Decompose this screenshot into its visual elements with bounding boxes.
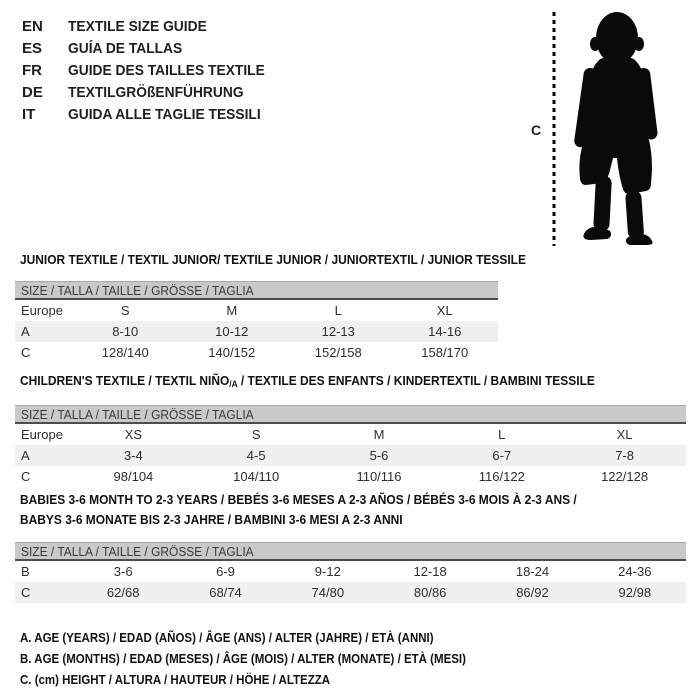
age-cell: 18-24 [515, 564, 550, 579]
size-cell: XL [436, 303, 453, 318]
row-label: Europe [21, 427, 63, 442]
row-label: B [21, 564, 30, 579]
table-title: BABIES 3-6 MONTH TO 2-3 YEARS / BEBÉS 3-6 MESES A 2-3 AÑOS / BÉBÉS 3-6 MOIS À 2-3 ANS / BABYS 3-6 MONATE BIS 2-3 JAHRE / BAMBINI 3-6 MESI A 2-3 ANNI [20, 492, 577, 527]
size-header-bar: SIZE / TALLA / TAILLE / GRÖSSE / TAGLIA [15, 405, 686, 424]
size-cell: XS [124, 427, 143, 442]
figure-height-reference [500, 0, 700, 250]
size-cell: XL [616, 427, 633, 442]
junior-textile-table [15, 252, 526, 363]
age-cell: 9-12 [314, 564, 341, 579]
height-cell: 152/158 [314, 345, 362, 360]
table-row-height [15, 582, 686, 603]
lang-label: GUIDA ALLE TAGLIE TESSILI [68, 105, 261, 123]
height-cell: 158/170 [421, 345, 469, 360]
age-cell: 6-7 [492, 448, 512, 463]
lang-label: TEXTILGRÖßENFÜHRUNG [68, 83, 244, 101]
height-cell: 122/128 [601, 469, 649, 484]
height-cell: 116/122 [478, 469, 525, 484]
lang-code: FR [22, 61, 42, 79]
height-cell: 140/152 [208, 345, 256, 360]
footnotes-legend [20, 627, 505, 690]
size-cell: S [251, 427, 261, 442]
height-cell: 62/68 [106, 585, 140, 600]
lang-row-de [22, 81, 282, 103]
footnote-b: B. AGE (MONTHS) / EDAD (MESES) / ÂGE (MOIS) / ALTER (MONATE) / ETÀ (MESI) [20, 651, 466, 666]
height-cell: 74/80 [311, 585, 345, 600]
height-cell: 128/140 [101, 345, 149, 360]
age-cell: 24-36 [618, 564, 652, 579]
size-header-bar: SIZE / TALLA / TAILLE / GRÖSSE / TAGLIA [15, 542, 686, 561]
table-row-europe [15, 424, 686, 445]
table-row-age-months [15, 561, 686, 582]
lang-code: IT [22, 105, 36, 123]
language-title-block [22, 15, 282, 125]
lang-label: GUIDE DES TAILLES TEXTILE [68, 61, 265, 79]
row-label: C [21, 585, 31, 600]
height-reference-dashed-line [551, 10, 557, 246]
row-label: C [21, 469, 31, 484]
age-cell: 7-8 [615, 448, 634, 463]
footnote-a: A. AGE (YEARS) / EDAD (AÑOS) / ÂGE (ANS) / ALTER (JAHRE) / ETÀ (ANNI) [20, 630, 434, 645]
lang-label: TEXTILE SIZE GUIDE [68, 17, 207, 35]
age-cell: 3-4 [124, 448, 143, 463]
age-cell: 4-5 [246, 448, 266, 463]
childrens-textile-table [15, 373, 686, 487]
row-label: Europe [21, 303, 63, 318]
lang-row-es [22, 37, 282, 59]
row-label: A [21, 324, 30, 339]
table-title: JUNIOR TEXTILE / TEXTIL JUNIOR/ TEXTILE JUNIOR / JUNIORTEXTIL / JUNIOR TESSILE [20, 252, 526, 267]
height-cell: 92/98 [618, 585, 652, 600]
footnote-c: C. (cm) HEIGHT / ALTURA / HAUTEUR / HÖHE / ALTEZZA [20, 672, 331, 687]
age-cell: 8-10 [112, 324, 139, 339]
table-row-height [15, 342, 498, 363]
age-cell: 10-12 [215, 324, 249, 339]
lang-code: ES [22, 39, 43, 57]
height-cell: 110/116 [356, 469, 402, 484]
age-cell: 5-6 [369, 448, 389, 463]
height-marker-label: C [531, 122, 542, 138]
lang-row-fr [22, 59, 282, 81]
babies-textile-table [15, 490, 686, 603]
age-cell: 12-13 [321, 324, 355, 339]
height-cell: 80/86 [413, 585, 447, 600]
table-title: CHILDREN'S TEXTILE / TEXTIL $NIÑO_{/A}$ / TEXTILE DES ENFANTS / KINDERTEXTIL / BAMBINI TESSILE [20, 373, 595, 389]
row-label: A [21, 448, 30, 463]
lang-code: DE [22, 83, 43, 101]
table-row-height [15, 466, 686, 487]
age-cell: 3-6 [113, 564, 133, 579]
title-subscript: /A [229, 379, 238, 389]
table-row-europe [15, 300, 498, 321]
age-cell: 12-18 [413, 564, 447, 579]
size-cell: M [226, 303, 238, 318]
row-label: C [21, 345, 31, 360]
lang-row-en [22, 15, 282, 37]
table-row-age [15, 445, 686, 466]
size-cell: M [373, 427, 385, 442]
size-cell: S [120, 303, 130, 318]
age-cell: 6-9 [216, 564, 235, 579]
height-cell: 68/74 [209, 585, 242, 600]
table-row-age [15, 321, 498, 342]
size-cell: L [498, 427, 506, 442]
height-cell: 98/104 [113, 469, 154, 484]
lang-code: EN [22, 17, 43, 35]
size-cell: L [334, 303, 342, 318]
toddler-silhouette-icon [560, 8, 670, 246]
lang-label: GUÍA DE TALLAS [68, 39, 183, 57]
height-cell: 86/92 [516, 585, 549, 600]
lang-row-it [22, 103, 282, 125]
size-header-bar: SIZE / TALLA / TAILLE / GRÖSSE / TAGLIA [15, 281, 498, 300]
height-cell: 104/110 [233, 469, 280, 484]
age-cell: 14-16 [428, 324, 462, 339]
